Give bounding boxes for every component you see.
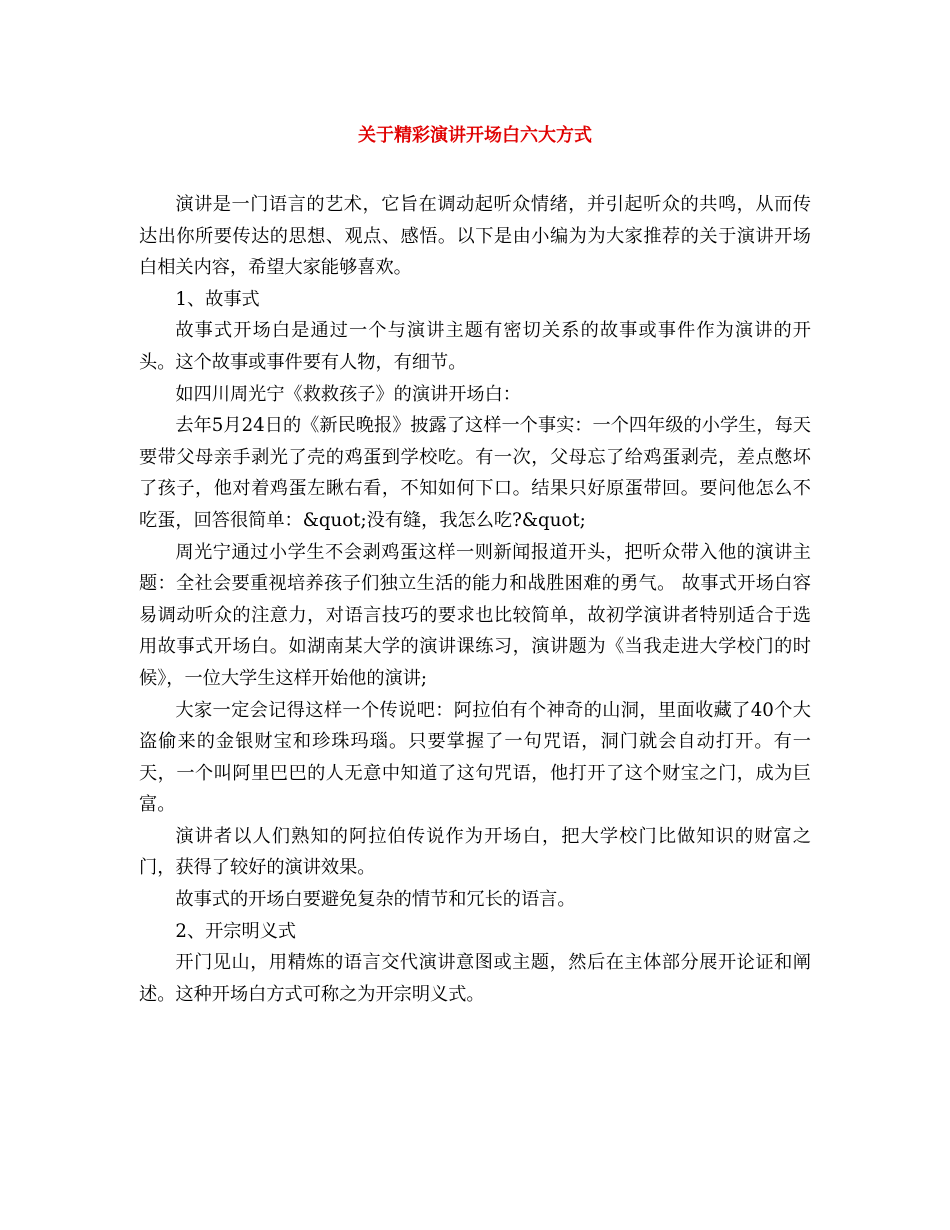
paragraph: 演讲者以人们熟知的阿拉伯传说作为开场白，把大学校门比做知识的财富之门，获得了较好的演讲效果。 <box>139 825 811 879</box>
paragraph-intro: 演讲是一门语言的艺术，它旨在调动起听众情绪，并引起听众的共鸣，从而传达出你所要传达的思想、观点、感悟。以下是由小编为为大家推荐的关于演讲开场白相关内容，希望大家能够喜欢。 <box>139 194 811 279</box>
document-title: 关于精彩演讲开场白六大方式 <box>358 125 592 146</box>
paragraph: 去年5月24日的《新民晚报》披露了这样一个事实：一个四年级的小学生，每天要带父母亲手剥光了壳的鸡蛋到学校吃。有一次，父母忘了给鸡蛋剥壳，差点憋坏了孩子，他对着鸡蛋左瞅右看，不知如何下口。结果只好原蛋带回。要问他怎么不吃蛋，回答很简单：&quot;没有缝，我怎么吃?&quot; <box>139 415 811 531</box>
paragraph: 故事式开场白是通过一个与演讲主题有密切关系的故事或事件作为演讲的开头。这个故事或事件要有人物，有细节。 <box>139 320 811 373</box>
document-body <box>139 189 811 1010</box>
paragraph: 如四川周光宁《救救孩子》的演讲开场白： <box>175 383 521 405</box>
paragraph: 开门见山，用精炼的语言交代演讲意图或主题，然后在主体部分展开论证和阐述。这种开场白方式可称之为开宗明义式。 <box>139 952 811 1005</box>
section-heading-story: 1、故事式 <box>175 288 260 310</box>
section-heading-direct: 2、开宗明义式 <box>175 920 297 942</box>
paragraph: 周光宁通过小学生不会剥鸡蛋这样一则新闻报道开头，把听众带入他的演讲主题：全社会要重视培养孩子们独立生活的能力和战胜困难的勇气。 故事式开场白容易调动听众的注意力，对语言技巧的要求也比较简单，故初学演讲者特别适合于选用故事式开场白。如湖南某大学的演讲课练习，演讲题为《当我走进大学校门的时候》，一位大学生这样开始他的演讲; <box>139 541 811 689</box>
paragraph: 故事式的开场白要避免复杂的情节和冗长的语言。 <box>175 889 576 911</box>
paragraph: 大家一定会记得这样一个传说吧：阿拉伯有个神奇的山洞，里面收藏了40个大盗偷来的金银财宝和珍珠玛瑙。只要掌握了一句咒语，洞门就会自动打开。有一天，一个叫阿里巴巴的人无意中知道了这句咒语，他打开了这个财宝之门，成为巨富。 <box>139 699 811 816</box>
